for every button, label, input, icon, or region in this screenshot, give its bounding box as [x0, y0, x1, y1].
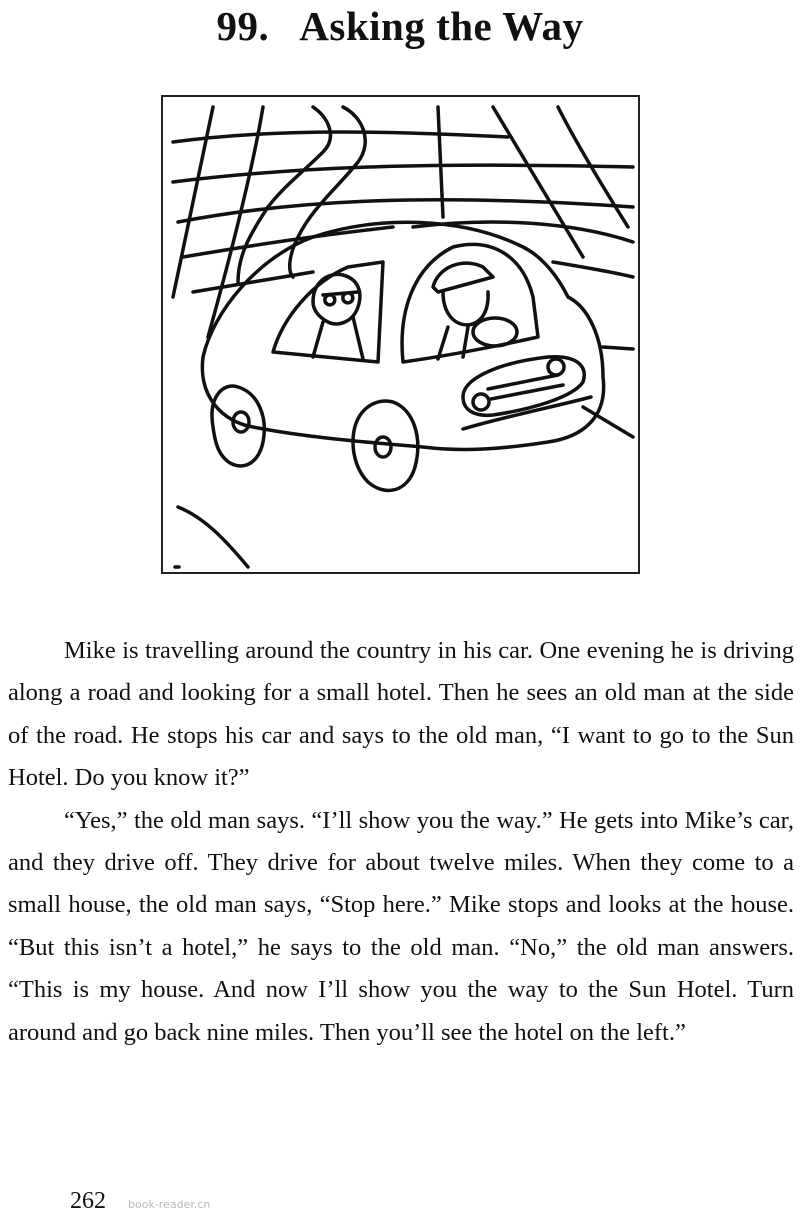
grille	[463, 357, 584, 416]
grid-line	[183, 227, 393, 257]
grid-line	[173, 132, 508, 142]
paragraph: “Yes,” the old man says. “I’ll show you the way.” He gets into Mike’s car, and they drive off. They drive for about twelve miles. When they come to a small house, the old man says, “Stop here.” Mike stops and looks at the house. “But this isn’t a hotel,” he says to the old man. “No,” the old man answers. “This is my house. And now I’ll show you the way to the Sun Hotel. Turn around and go back nine miles. Then you’ll see the hotel on the left.”	[8, 806, 794, 1046]
grid-line	[553, 262, 633, 277]
page-title	[0, 2, 800, 54]
steering-wheel	[473, 318, 517, 346]
driver-cap	[433, 263, 493, 292]
title-text: Asking the Way	[299, 3, 584, 49]
grid-line	[178, 200, 633, 222]
grille-slat	[488, 375, 563, 399]
headlight	[548, 359, 564, 375]
title-number: 99.	[216, 3, 270, 49]
road-edge	[178, 507, 248, 567]
illustration-frame	[161, 95, 640, 574]
grid-line	[603, 347, 633, 349]
headlight	[473, 394, 489, 410]
watermark: book-reader.cn	[128, 1198, 211, 1211]
page-number: 262	[70, 1188, 106, 1214]
grid-line	[173, 107, 213, 297]
passenger-glasses	[323, 292, 358, 305]
page-footer	[70, 1188, 210, 1218]
grid-line	[173, 165, 633, 182]
car-illustration	[163, 97, 638, 572]
paragraph: Mike is travelling around the country in his car. One evening he is driving along a road and looking for a small hotel. Then he sees an old man at the side of the road. He stops his car and says to the old man, “I want to go to the Sun Hotel. Do you know it?”	[8, 637, 794, 792]
grid-line	[208, 107, 263, 337]
story-text	[8, 630, 794, 1054]
front-hubcap	[375, 437, 391, 457]
bumper	[463, 397, 591, 429]
